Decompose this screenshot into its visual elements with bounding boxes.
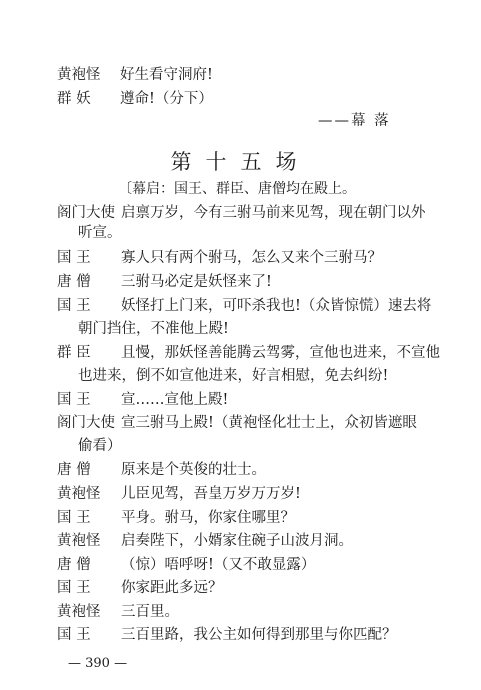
line-text: 妖怪打上门来，可吓杀我也!（众皆惊慌）速去将 [121, 298, 432, 314]
speaker: 唐 僧 [57, 274, 91, 290]
scene-title: 第十五场 [170, 150, 311, 174]
line-text: 三百里路，我公主如何得到那里与你匹配？ [121, 627, 397, 643]
speaker: 黄袍怪 [57, 486, 101, 502]
speaker: 黄袍怪 [57, 604, 101, 620]
line-text: 宣三驸马上殿!（黄袍怪化壮士上，众初皆遮眼 [121, 415, 417, 431]
speaker: 国 王 [57, 510, 91, 526]
speaker: 黄袍怪 [57, 67, 101, 83]
speaker: 群 臣 [57, 345, 91, 361]
speaker: 黄袍怪 [57, 533, 101, 549]
line-text: （惊）唔呼呀!（又不敢显露） [121, 557, 316, 573]
speaker: 国 王 [57, 627, 91, 643]
line-text-continued: 朝门挡住，不准他上殿! [78, 321, 229, 337]
stage-direction: 〔幕启：国王、群臣、唐僧均在殿上。 [118, 181, 356, 197]
speaker: 国 王 [57, 298, 91, 314]
speaker: 国 王 [57, 250, 91, 266]
speaker: 国 王 [57, 392, 91, 408]
line-text: 遵命!（分下） [120, 91, 213, 107]
speaker: 国 王 [57, 580, 91, 596]
line-text: 宣……宣他上殿! [121, 392, 229, 408]
line-text: 儿臣见驾，吾皇万岁万万岁! [121, 486, 301, 502]
line-text: 启奏陛下，小婿家住碗子山波月洞。 [121, 533, 353, 549]
page-number: — 390 — [68, 656, 128, 671]
speaker: 阁门大使 [57, 205, 115, 221]
line-text: 你家距此多远？ [121, 580, 223, 596]
line-text-continued: 听宣。 [78, 225, 122, 241]
line-text: 好生看守洞府! [120, 67, 213, 83]
curtain-falls: ——幕 落 [318, 113, 391, 129]
line-text-continued: 偷看） [78, 438, 122, 454]
speaker: 阁门大使 [57, 415, 115, 431]
line-text: 寡人只有两个驸马，怎么又来个三驸马？ [121, 250, 382, 266]
line-text-continued: 也进来，倒不如宣他进来，好言相慰，免去纠纷! [78, 368, 389, 384]
line-text: 平身。驸马，你家住哪里？ [121, 510, 295, 526]
line-text: 启禀万岁，今有三驸马前来见驾，现在朝门以外 [121, 205, 426, 221]
line-text: 原来是个英俊的壮士。 [121, 462, 266, 478]
line-text: 三百里。 [121, 604, 179, 620]
speaker: 唐 僧 [57, 462, 91, 478]
line-text: 且慢，那妖怪善能腾云驾雾，宣他也进来，不宣他 [121, 345, 440, 361]
line-text: 三驸马必定是妖怪来了! [121, 274, 272, 290]
speaker: 群 妖 [57, 91, 91, 107]
speaker: 唐 僧 [57, 557, 91, 573]
